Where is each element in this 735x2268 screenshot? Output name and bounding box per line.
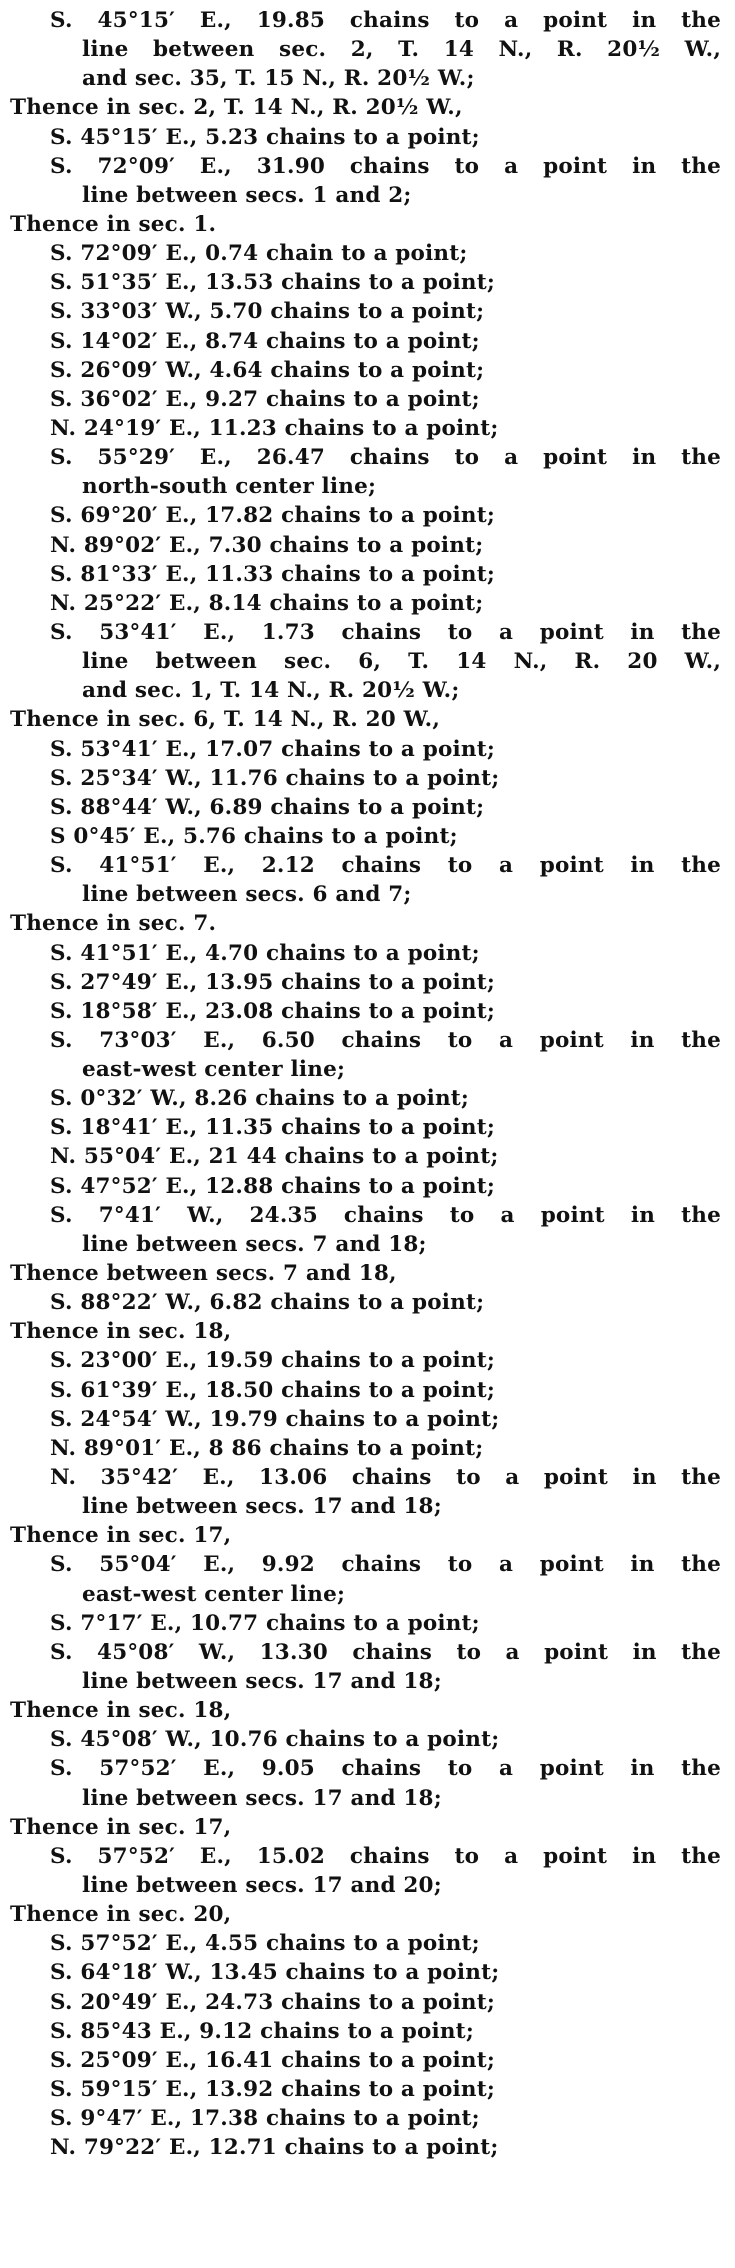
course-line: N. 25°22′ E., 8.14 chains to a point; xyxy=(50,590,484,616)
course-line: S. 69°20′ E., 17.82 chains to a point; xyxy=(50,503,495,529)
course-continuation: line between secs. 17 and 18; xyxy=(82,1494,442,1520)
thence-heading: Thence in sec. 17, xyxy=(10,1814,232,1840)
course-line: S. 7°17′ E., 10.77 chains to a point; xyxy=(50,1610,480,1636)
course-line: S. 88°22′ W., 6.82 chains to a point; xyxy=(50,1290,485,1316)
thence-heading: Thence in sec. 17, xyxy=(10,1523,232,1549)
course-line: S. 85°43 E., 9.12 chains to a point; xyxy=(50,2018,474,2044)
course-line: S. 57°52′ E., 15.02 chains to a point in the xyxy=(50,1843,721,1869)
course-line: S. 25°09′ E., 16.41 chains to a point; xyxy=(50,2047,495,2073)
course-line: S. 7°41′ W., 24.35 chains to a point in the xyxy=(50,1202,721,1228)
course-line: S. 51°35′ E., 13.53 chains to a point; xyxy=(50,270,495,296)
thence-heading: Thence in sec. 18, xyxy=(10,1698,232,1724)
course-line: S. 61°39′ E., 18.50 chains to a point; xyxy=(50,1377,495,1403)
course-line: S. 41°51′ E., 2.12 chains to a point in the xyxy=(50,853,721,879)
course-continuation: and sec. 35, T. 15 N., R. 20½ W.; xyxy=(82,66,475,92)
course-line: N. 89°02′ E., 7.30 chains to a point; xyxy=(50,532,484,558)
course-line: S. 41°51′ E., 4.70 chains to a point; xyxy=(50,940,480,966)
course-line: S. 24°54′ W., 19.79 chains to a point; xyxy=(50,1406,500,1432)
course-line: S. 45°15′ E., 19.85 chains to a point in the xyxy=(50,8,721,33)
thence-heading: Thence in sec. 20, xyxy=(10,1902,232,1928)
thence-heading: Thence in sec. 2, T. 14 N., R. 20½ W., xyxy=(10,95,463,121)
course-continuation: line between secs. 6 and 7; xyxy=(82,882,412,908)
thence-heading: Thence in sec. 1. xyxy=(10,211,217,237)
thence-heading: Thence in sec. 18, xyxy=(10,1319,232,1345)
course-line: S. 33°03′ W., 5.70 chains to a point; xyxy=(50,299,485,325)
course-line: S. 23°00′ E., 19.59 chains to a point; xyxy=(50,1348,495,1374)
course-line: S. 64°18′ W., 13.45 chains to a point; xyxy=(50,1960,500,1986)
course-line: N. 24°19′ E., 11.23 chains to a point; xyxy=(50,415,499,441)
boundary-description xyxy=(10,6,721,2162)
course-continuation: line between secs. 17 and 20; xyxy=(82,1873,442,1898)
course-continuation: east-west center line; xyxy=(82,1581,346,1607)
course-continuation: line between secs. 17 and 18; xyxy=(82,1669,442,1695)
course-line: S. 55°04′ E., 9.92 chains to a point in the xyxy=(50,1552,721,1578)
course-line: S. 45°08′ W., 13.30 chains to a point in the xyxy=(50,1639,721,1665)
course-continuation: east-west center line; xyxy=(82,1057,346,1083)
course-line: S. 9°47′ E., 17.38 chains to a point; xyxy=(50,2106,480,2132)
course-line: S. 88°44′ W., 6.89 chains to a point; xyxy=(50,794,485,820)
course-line: S. 18°58′ E., 23.08 chains to a point; xyxy=(50,998,495,1024)
course-line: S. 36°02′ E., 9.27 chains to a point; xyxy=(50,386,480,412)
course-line: S. 27°49′ E., 13.95 chains to a point; xyxy=(50,969,495,995)
course-line: N. 89°01′ E., 8 86 chains to a point; xyxy=(50,1435,484,1461)
course-line: S. 26°09′ W., 4.64 chains to a point; xyxy=(50,357,485,383)
course-line: S. 72°09′ E., 0.74 chain to a point; xyxy=(50,241,468,267)
course-line: S. 53°41′ E., 1.73 chains to a point in the xyxy=(50,619,721,645)
thence-heading: Thence between secs. 7 and 18, xyxy=(10,1261,397,1287)
course-line: S. 0°32′ W., 8.26 chains to a point; xyxy=(50,1086,470,1112)
course-line: S. 57°52′ E., 4.55 chains to a point; xyxy=(50,1931,480,1957)
course-continuation: line between secs. 1 and 2; xyxy=(82,182,412,208)
thence-heading: Thence in sec. 7. xyxy=(10,911,217,937)
course-line: S. 25°34′ W., 11.76 chains to a point; xyxy=(50,765,500,791)
course-continuation: line between sec. 6, T. 14 N., R. 20 W., xyxy=(82,649,721,675)
course-line: S. 20°49′ E., 24.73 chains to a point; xyxy=(50,1989,495,2015)
course-line: N. 35°42′ E., 13.06 chains to a point in the xyxy=(50,1465,721,1491)
course-line: N. 55°04′ E., 21 44 chains to a point; xyxy=(50,1144,499,1170)
course-line: S. 18°41′ E., 11.35 chains to a point; xyxy=(50,1115,495,1141)
course-continuation: and sec. 1, T. 14 N., R. 20½ W.; xyxy=(82,678,460,704)
course-line: S. 14°02′ E., 8.74 chains to a point; xyxy=(50,328,480,354)
course-line: S. 45°08′ W., 10.76 chains to a point; xyxy=(50,1727,500,1753)
course-line: S. 47°52′ E., 12.88 chains to a point; xyxy=(50,1173,495,1199)
course-line: S. 73°03′ E., 6.50 chains to a point in the xyxy=(50,1027,721,1053)
course-line: S. 53°41′ E., 17.07 chains to a point; xyxy=(50,736,495,762)
course-continuation: line between secs. 17 and 18; xyxy=(82,1785,442,1811)
course-line: S. 57°52′ E., 9.05 chains to a point in the xyxy=(50,1756,721,1782)
course-line: S. 45°15′ E., 5.23 chains to a point; xyxy=(50,124,480,150)
course-continuation: line between secs. 7 and 18; xyxy=(82,1231,427,1257)
course-continuation: north-south center line; xyxy=(82,474,377,500)
course-line: S. 72°09′ E., 31.90 chains to a point in the xyxy=(50,153,721,179)
course-line: S. 55°29′ E., 26.47 chains to a point in the xyxy=(50,445,721,471)
course-line: S. 81°33′ E., 11.33 chains to a point; xyxy=(50,561,495,587)
course-line: S. 59°15′ E., 13.92 chains to a point; xyxy=(50,2076,495,2102)
course-line: S 0°45′ E., 5.76 chains to a point; xyxy=(50,823,458,849)
course-continuation: line between sec. 2, T. 14 N., R. 20½ W., xyxy=(82,37,721,63)
thence-heading: Thence in sec. 6, T. 14 N., R. 20 W., xyxy=(10,707,440,733)
course-line: N. 79°22′ E., 12.71 chains to a point; xyxy=(50,2135,499,2161)
